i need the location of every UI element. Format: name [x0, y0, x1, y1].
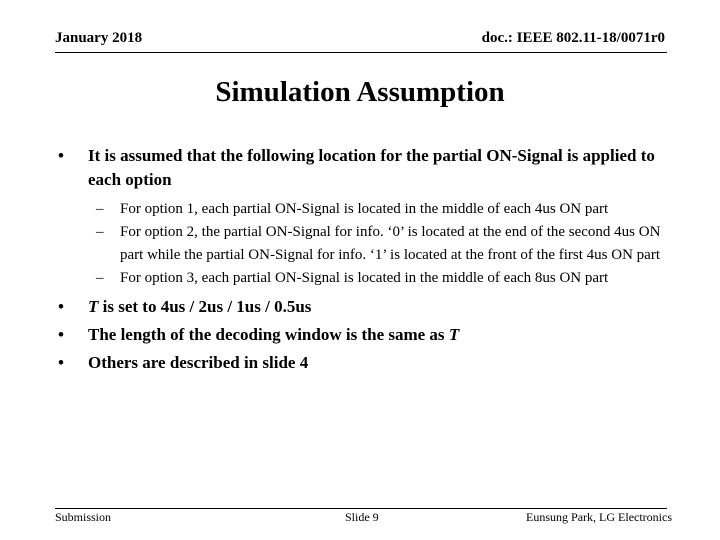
bullet-item	[58, 323, 673, 347]
sub-bullet-item	[58, 198, 673, 221]
bullet-mark: •	[58, 325, 64, 344]
bullet-mark: •	[58, 146, 64, 165]
bullet-mark: •	[58, 297, 64, 316]
sub-bullet-mark: –	[96, 270, 104, 286]
sub-bullet-text: For option 1, each partial ON-Signal is located in the middle of each 4us ON part	[120, 201, 609, 217]
sub-bullet-item	[58, 221, 673, 267]
header-doc-id: doc.: IEEE 802.11-18/0071r0	[481, 30, 665, 46]
footer-rule	[55, 508, 667, 509]
footer-submission: Submission	[55, 510, 112, 524]
footer-author: Eunsung Park, LG Electronics	[526, 510, 672, 524]
sub-bullet-mark: –	[96, 201, 104, 217]
bullet-text: Others are described in slide 4	[88, 353, 309, 372]
variable-t: T	[448, 325, 460, 344]
sub-bullet-text: For option 2, the partial ON-Signal for info. ‘0’ is located at the end of the second 4us ON part while the partial ON-Signal for info. ‘1’ is located at the front of the first 4us ON part	[120, 224, 661, 263]
bullet-item	[58, 144, 673, 192]
slide-body	[58, 144, 673, 375]
bullet-text: It is assumed that the following location for the partial ON-Signal is applied to each option	[88, 146, 655, 189]
bullet-text: is set to 4us / 2us / 1us / 0.5us	[98, 297, 312, 316]
header-date: January 2018	[55, 30, 143, 46]
bullet-item	[58, 351, 673, 375]
sub-bullet-text: For option 3, each partial ON-Signal is located in the middle of each 8us ON part	[120, 270, 609, 286]
footer-slide-number: Slide 9	[345, 510, 379, 524]
variable-t: T	[88, 297, 99, 316]
bullet-text: The length of the decoding window is the same as	[88, 325, 449, 344]
slide-title: Simulation Assumption	[215, 76, 505, 108]
header-rule	[55, 52, 667, 53]
bullet-mark: •	[58, 353, 64, 372]
bullet-item	[58, 295, 673, 319]
sub-bullet-mark: –	[96, 224, 104, 240]
sub-bullet-item	[58, 267, 673, 290]
